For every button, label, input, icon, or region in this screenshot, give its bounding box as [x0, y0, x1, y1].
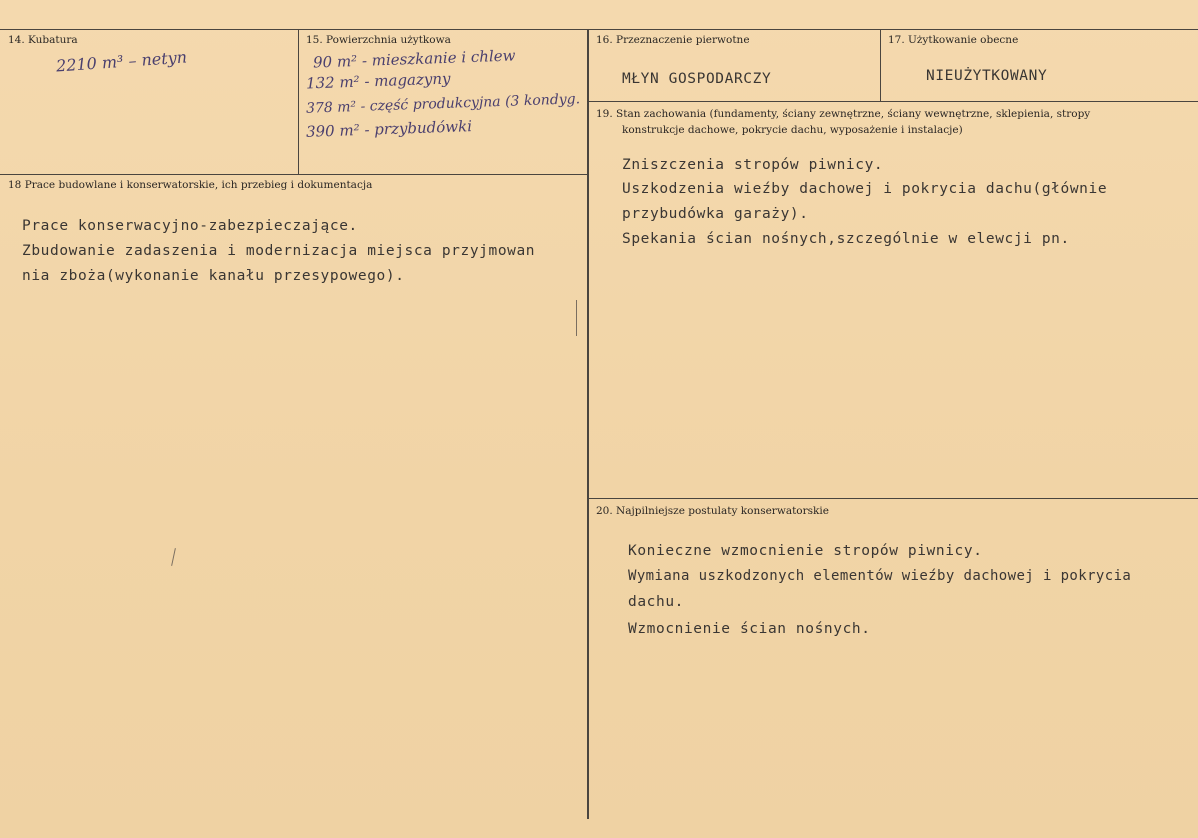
field-14-label: 14. Kubatura — [8, 34, 78, 46]
field-15-label: 15. Powierzchnia użytkowa — [306, 34, 451, 46]
field-19-line: przybudówka garaży). — [622, 206, 809, 222]
field-15-line: 132 m² - magazyny — [305, 69, 451, 93]
field-20-line: dachu. — [628, 594, 684, 610]
top-rule — [0, 29, 1198, 30]
pencil-mark — [171, 548, 176, 566]
field-19-line: Spekania ścian nośnych,szczególnie w elewcji pn. — [622, 231, 1070, 247]
field-20-line: Wzmocnienie ścian nośnych. — [628, 621, 871, 637]
field-20-label: 20. Najpilniejsze postulaty konserwatorskie — [596, 505, 829, 517]
field-17-label: 17. Użytkowanie obecne — [888, 34, 1019, 46]
field-20-line: Wymiana uszkodzonych elementów wieźby dachowej i pokrycia — [628, 568, 1132, 584]
field-18-line: nia zboża(wykonanie kanału przesypowego). — [22, 268, 405, 284]
field-18-line: Zbudowanie zadaszenia i modernizacja miejsca przyjmowan — [22, 243, 536, 259]
rule-under-14-15 — [0, 174, 588, 175]
field-15-line: 90 m² - mieszkanie i chlew — [312, 46, 516, 72]
field-19-label: 19. Stan zachowania (fundamenty, ściany zewnętrzne, ściany wewnętrzne, sklepienia, stropy — [596, 108, 1091, 120]
divider-main — [587, 29, 589, 819]
rule-under-16-17 — [588, 101, 1198, 102]
field-18-label: 18 Prace budowlane i konserwatorskie, ich przebieg i dokumentacja — [8, 179, 373, 191]
field-16-value: MŁYN GOSPODARCZY — [622, 71, 772, 87]
field-15-line: 390 m² - przybudówki — [305, 117, 473, 141]
field-19-line: Uszkodzenia wieźby dachowej i pokrycia dachu(głównie — [622, 181, 1108, 197]
rule-above-20 — [588, 498, 1198, 499]
divider-14-15 — [298, 29, 299, 174]
field-20-line: Konieczne wzmocnienie stropów piwnicy. — [628, 543, 983, 559]
field-19-line: Zniszczenia stropów piwnicy. — [622, 157, 884, 173]
field-19-label-cont: konstrukcje dachowe, pokrycie dachu, wyposażenie i instalacje) — [622, 124, 963, 136]
divider-16-17 — [880, 29, 881, 101]
pencil-mark — [576, 300, 577, 336]
field-16-label: 16. Przeznaczenie pierwotne — [596, 34, 750, 46]
field-15-line: 378 m² - część produkcyjna (3 kondyg. — [305, 91, 581, 117]
field-18-line: Prace konserwacyjno-zabezpieczające. — [22, 218, 358, 234]
field-14-value: 2210 m³ – netyn — [55, 47, 188, 76]
field-17-value: NIEUŻYTKOWANY — [926, 68, 1048, 84]
